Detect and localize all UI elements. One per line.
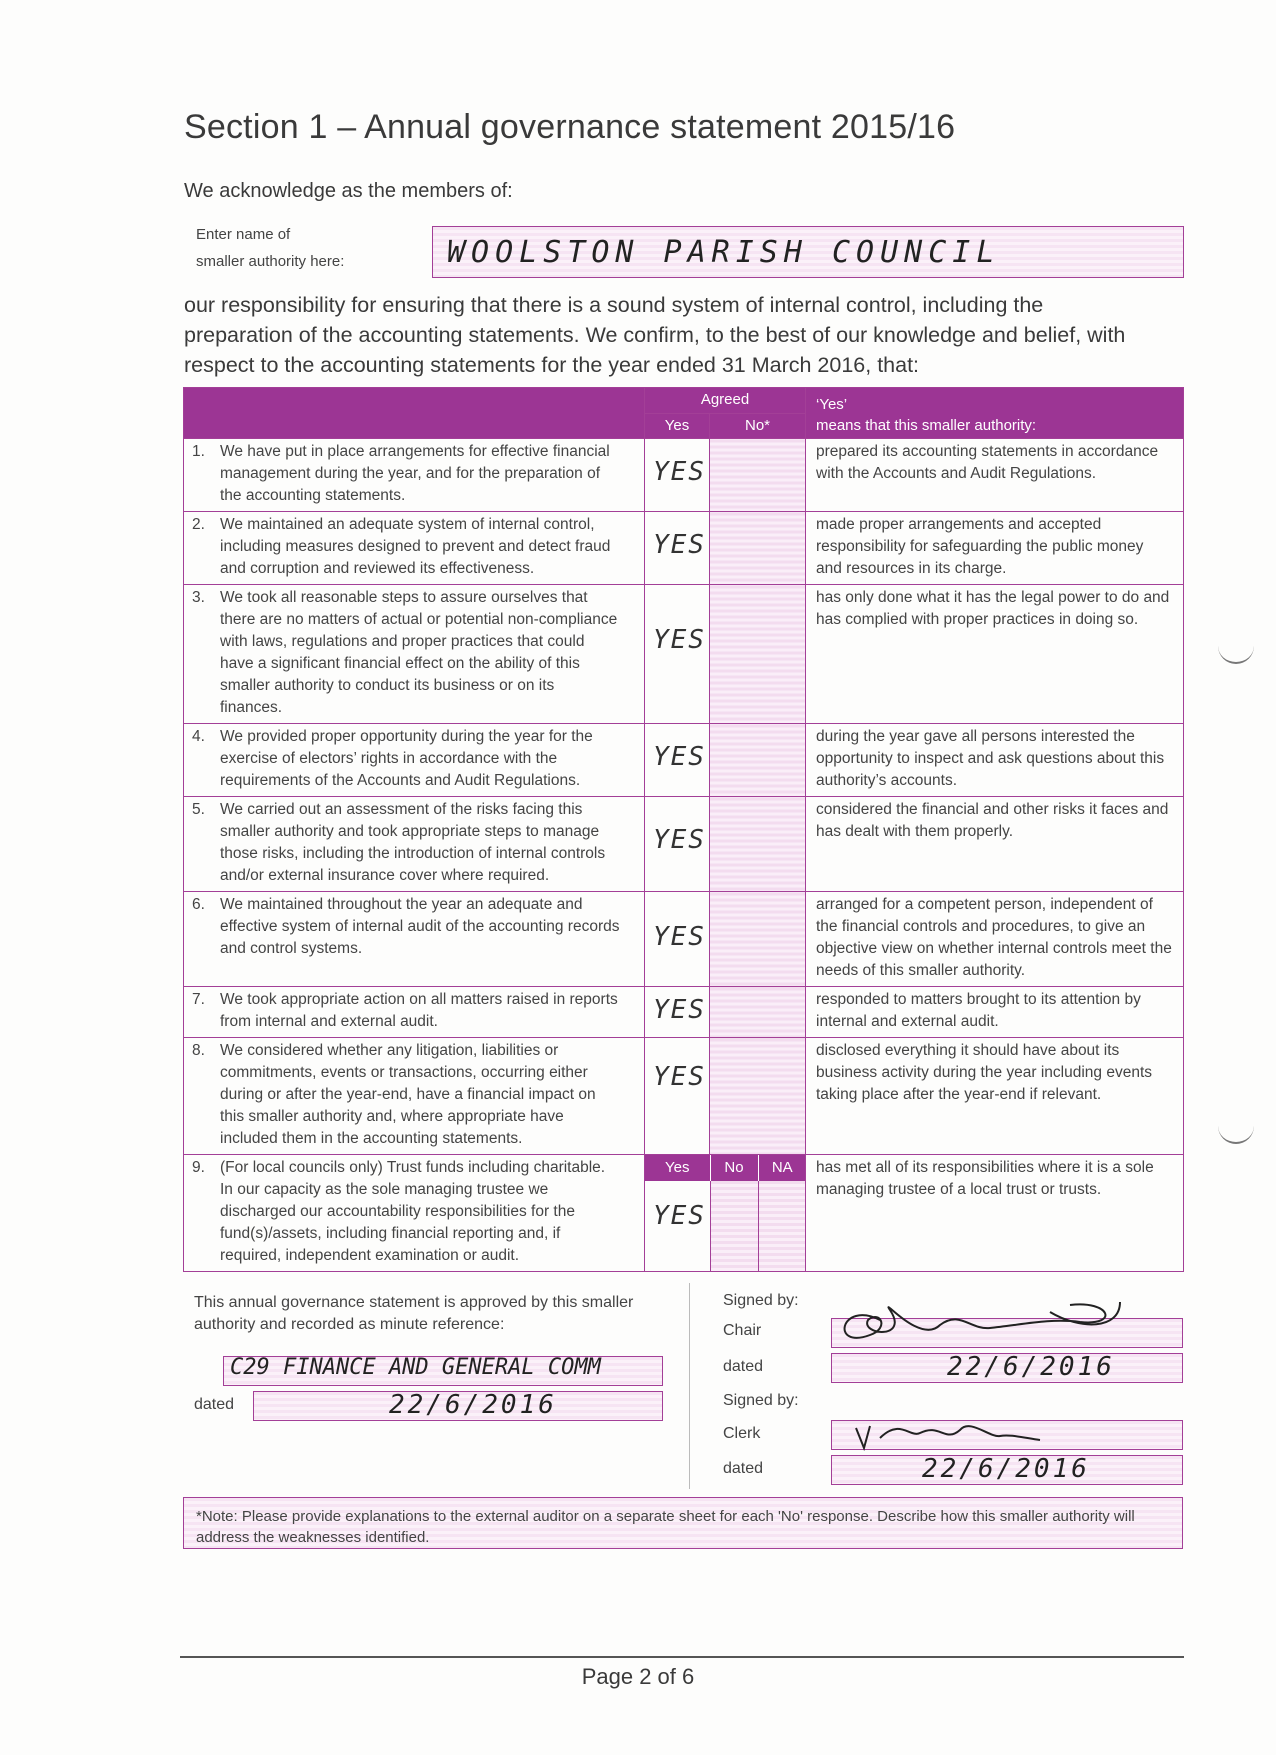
table-row	[184, 724, 1184, 797]
clerk-label: Clerk	[723, 1425, 761, 1442]
row-number: 2.	[192, 516, 205, 533]
no-cell[interactable]	[710, 724, 806, 797]
clerk-signed-by-label: Signed by:	[723, 1392, 799, 1409]
row-statement: We maintained an adequate system of internal control, including measures designed to prevent and detect fraud and corruption and reviewed its effectiveness.	[220, 516, 611, 577]
row-number: 3.	[192, 589, 205, 606]
row-meaning: arranged for a competent person, independent of the financial controls and procedures, to give an objective view on whether internal controls meet the needs of this smaller authority.	[806, 892, 1184, 987]
no-cell[interactable]	[710, 797, 806, 892]
header-meaning-2: means that this smaller authority:	[816, 417, 1037, 434]
punch-hole-mark	[1218, 1120, 1254, 1144]
minute-ref-field[interactable]	[223, 1356, 663, 1386]
yes-cell[interactable]	[645, 585, 710, 724]
header-agreed: Agreed	[645, 388, 806, 414]
divider	[689, 1283, 690, 1489]
no-cell[interactable]	[710, 585, 806, 724]
clerk-signature	[850, 1408, 1050, 1458]
note-box: *Note: Please provide explanations to the external auditor on a separate sheet for each 'No' response. Describe how this smaller authority will address the weaknesses identified.	[183, 1497, 1183, 1549]
row-statement: We considered whether any litigation, liabilities or commitments, events or transactions, occurring either during or after the year-end, have a financial impact on this smaller authority and, where appropriate have included them in the accounting statements.	[220, 1042, 596, 1147]
yes-handwritten: YES	[653, 1201, 706, 1231]
trust-header-na: NA	[758, 1155, 806, 1181]
yes-handwritten: YES	[653, 625, 706, 655]
authority-name-field[interactable]	[432, 226, 1184, 278]
footer-rule	[180, 1656, 1184, 1658]
row-number: 7.	[192, 991, 205, 1008]
acknowledge-text: We acknowledge as the members of:	[184, 180, 513, 202]
yes-cell[interactable]	[645, 1038, 710, 1155]
no-cell[interactable]	[710, 987, 806, 1038]
chair-dated-field[interactable]	[831, 1353, 1183, 1383]
yes-cell[interactable]	[645, 512, 710, 585]
approval-dated-field[interactable]	[253, 1391, 663, 1421]
trust-yes-cell[interactable]	[645, 1181, 710, 1271]
governance-table	[183, 387, 1184, 1272]
table-row	[184, 987, 1184, 1038]
yes-handwritten: YES	[653, 742, 706, 772]
authority-label-2: smaller authority here:	[196, 253, 345, 270]
trust-na-cell[interactable]	[758, 1181, 806, 1271]
row-number: 8.	[192, 1042, 205, 1059]
row-number: 4.	[192, 728, 205, 745]
row-statement: We have put in place arrangements for effective financial management during the year, and for the preparation of the accounting statements.	[220, 443, 610, 504]
row-meaning: has met all of its responsibilities where it is a sole managing trustee of a local trust or trusts.	[806, 1155, 1184, 1272]
row-statement: We carried out an assessment of the risks facing this smaller authority and took appropriate steps to manage those risks, including the introduction of internal controls and/or external insurance cover where required.	[220, 801, 606, 884]
row-number: 6.	[192, 896, 205, 913]
no-cell[interactable]	[710, 439, 806, 512]
row-meaning: during the year gave all persons interested the opportunity to inspect and ask questions about this authority’s accounts.	[806, 724, 1184, 797]
chair-signed-by-label: Signed by:	[723, 1292, 799, 1309]
row-statement: We took all reasonable steps to assure ourselves that there are no matters of actual or potential non-compliance with laws, regulations and proper practices that could have a significant financial effect on the ability of this smaller authority to conduct its business or on its finances.	[220, 589, 618, 716]
yes-handwritten: YES	[653, 995, 706, 1025]
no-cell[interactable]	[710, 1038, 806, 1155]
page-title: Section 1 – Annual governance statement 2015/16	[184, 108, 956, 146]
punch-hole-mark	[1218, 640, 1254, 664]
chair-dated-label: dated	[723, 1358, 764, 1375]
yes-cell[interactable]	[645, 987, 710, 1038]
row-meaning: responded to matters brought to its attention by internal and external audit.	[806, 987, 1184, 1038]
trust-header-yes: Yes	[645, 1155, 710, 1181]
yes-cell[interactable]	[645, 439, 710, 512]
yes-cell[interactable]	[645, 892, 710, 987]
clerk-dated-field[interactable]	[831, 1455, 1183, 1485]
trust-answer-cell	[645, 1155, 806, 1272]
yes-handwritten: YES	[653, 457, 706, 487]
row-statement: (For local councils only) Trust funds including charitable. In our capacity as the sole managing trustee we discharged our accountability responsibilities for the fund(s)/assets, including financial reporting and, if required, independent examination or audit.	[220, 1159, 606, 1264]
authority-name-handwritten: WOOLSTON PARISH COUNCIL	[447, 235, 1001, 270]
yes-handwritten: YES	[653, 825, 706, 855]
chair-label: Chair	[723, 1322, 762, 1339]
table-row	[184, 1038, 1184, 1155]
row-number: 1.	[192, 443, 205, 460]
clerk-dated-handwritten: 22/6/2016	[922, 1454, 1090, 1484]
clerk-dated-label: dated	[723, 1460, 764, 1477]
approval-dated-handwritten: 22/6/2016	[389, 1390, 557, 1420]
header-meaning	[806, 388, 1184, 439]
approval-text: This annual governance statement is approved by this smaller authority and recorded as minute reference:	[194, 1294, 634, 1333]
trust-no-cell[interactable]	[710, 1181, 758, 1271]
header-no: No*	[710, 413, 806, 439]
yes-cell[interactable]	[645, 724, 710, 797]
yes-handwritten: YES	[653, 1062, 706, 1092]
row-meaning: disclosed everything it should have about its business activity during the year including events taking place after the year-end if relevant.	[806, 1038, 1184, 1155]
yes-handwritten: YES	[653, 530, 706, 560]
yes-handwritten: YES	[653, 922, 706, 952]
table-row	[184, 512, 1184, 585]
responsibility-text: our responsibility for ensuring that there is a sound system of internal control, including the preparation of the accounting statements. We confirm, to the best of our knowledge and belief, with respect to the accounting statements for the year ended 31 March 2016, that:	[184, 293, 1126, 377]
trust-header-no: No	[710, 1155, 758, 1181]
chair-dated-handwritten: 22/6/2016	[947, 1352, 1115, 1382]
row-statement: We provided proper opportunity during the year for the exercise of electors’ rights in accordance with the requirements of the Accounts and Audit Regulations.	[220, 728, 593, 789]
table-row	[184, 439, 1184, 512]
row-meaning: has only done what it has the legal power to do and has complied with proper practices in doing so.	[806, 585, 1184, 724]
header-meaning-1: ‘Yes’	[816, 396, 848, 413]
row-meaning: considered the financial and other risks it faces and has dealt with them properly.	[806, 797, 1184, 892]
minute-ref-handwritten: C29 FINANCE AND GENERAL COMM	[230, 1355, 601, 1380]
table-row	[184, 585, 1184, 724]
table-row	[184, 797, 1184, 892]
table-row-9	[184, 1155, 1184, 1272]
yes-cell[interactable]	[645, 797, 710, 892]
header-blank	[184, 388, 645, 439]
no-cell[interactable]	[710, 512, 806, 585]
row-meaning: made proper arrangements and accepted responsibility for safeguarding the public money and resources in its charge.	[806, 512, 1184, 585]
row-number: 9.	[192, 1159, 205, 1176]
authority-label-1: Enter name of	[196, 226, 291, 243]
header-yes: Yes	[645, 413, 710, 439]
approval-dated-label: dated	[194, 1396, 235, 1413]
page-number: Page 2 of 6	[581, 1664, 695, 1689]
no-cell[interactable]	[710, 892, 806, 987]
row-statement: We took appropriate action on all matters raised in reports from internal and external audit.	[220, 991, 618, 1030]
row-statement: We maintained throughout the year an adequate and effective system of internal audit of the accounting records and control systems.	[220, 896, 620, 957]
table-row	[184, 892, 1184, 987]
row-meaning: prepared its accounting statements in accordance with the Accounts and Audit Regulations.	[806, 439, 1184, 512]
row-number: 5.	[192, 801, 205, 818]
